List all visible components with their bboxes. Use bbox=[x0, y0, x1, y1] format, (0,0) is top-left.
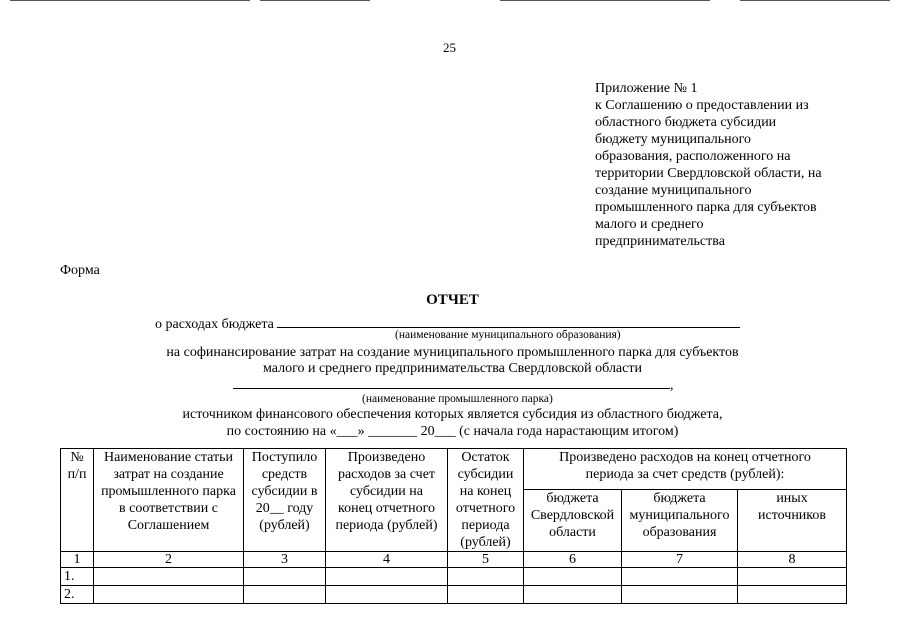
budget-prefix: о расходах бюджета bbox=[155, 317, 274, 332]
header-row-1 bbox=[61, 449, 847, 490]
column-number: 6 bbox=[524, 552, 622, 568]
park-caption: (наименование промышленного парка) bbox=[362, 393, 553, 405]
table-cell[interactable] bbox=[448, 568, 524, 586]
column-number: 3 bbox=[244, 552, 326, 568]
municipality-blank bbox=[277, 313, 740, 328]
table-cell[interactable] bbox=[738, 568, 847, 586]
table-cell[interactable] bbox=[622, 568, 738, 586]
table-row bbox=[61, 586, 847, 604]
subtitle-line-4: по состоянию на «___» _______ 20___ (с начала года нарастающим итогом) bbox=[226, 424, 679, 439]
form-label: Форма bbox=[60, 263, 100, 278]
table-cell[interactable] bbox=[326, 586, 448, 604]
top-edge-line bbox=[500, 0, 710, 1]
top-edge-line bbox=[740, 0, 890, 1]
column-number: 1 bbox=[61, 552, 94, 568]
header-municipal-budget: бюджета муниципального образования bbox=[622, 490, 738, 552]
column-number: 5 bbox=[448, 552, 524, 568]
row-number: 1. bbox=[61, 568, 94, 586]
header-subsidy-expenses: Произведено расходов за счет субсидии на конец отчетного периода (рублей) bbox=[326, 449, 448, 552]
park-name-blank bbox=[233, 374, 670, 389]
appendix-line: к Соглашению о предоставлении из bbox=[595, 98, 809, 113]
park-line-comma: , bbox=[670, 378, 674, 393]
appendix-line: предпринимательства bbox=[595, 234, 725, 249]
table-cell[interactable] bbox=[448, 586, 524, 604]
table-cell[interactable] bbox=[622, 586, 738, 604]
table-cell[interactable] bbox=[524, 568, 622, 586]
municipality-caption: (наименование муниципального образования) bbox=[395, 329, 621, 341]
table-row bbox=[61, 568, 847, 586]
header-regional-budget: бюджета Свердловской области bbox=[524, 490, 622, 552]
table-cell[interactable] bbox=[738, 586, 847, 604]
column-number: 8 bbox=[738, 552, 847, 568]
header-other-sources: иных источников bbox=[738, 490, 847, 552]
subtitle-line-1: на софинансирование затрат на создание муниципального промышленного парка для субъектов bbox=[166, 345, 739, 360]
header-subsidy-received: Поступило средств субсидии в 20__ году (рублей) bbox=[244, 449, 326, 552]
column-numbers-row bbox=[61, 552, 847, 568]
row-number: 2. bbox=[61, 586, 94, 604]
report-table bbox=[60, 448, 847, 604]
header-expense-item: Наименование статьи затрат на создание промышленного парка в соответствии с Соглашением bbox=[94, 449, 244, 552]
appendix-line: бюджету муниципального bbox=[595, 132, 752, 147]
appendix-block bbox=[595, 80, 865, 250]
column-number: 7 bbox=[622, 552, 738, 568]
table-cell[interactable] bbox=[244, 568, 326, 586]
header-subsidy-balance: Остаток субсидии на конец отчетного периода (рублей) bbox=[448, 449, 524, 552]
header-expenses-by-source: Произведено расходов на конец отчетного периода за счет средств (рублей): bbox=[524, 449, 847, 490]
subtitle-line-2: малого и среднего предпринимательства Свердловской области bbox=[263, 361, 642, 376]
appendix-line: областного бюджета субсидии bbox=[595, 115, 777, 130]
header-number: № п/п bbox=[61, 449, 94, 552]
table-cell[interactable] bbox=[326, 568, 448, 586]
page-number: 25 bbox=[443, 40, 456, 55]
column-number: 4 bbox=[326, 552, 448, 568]
top-edge-line bbox=[10, 0, 250, 1]
top-edge-line bbox=[260, 0, 370, 1]
table-cell[interactable] bbox=[244, 586, 326, 604]
table-cell[interactable] bbox=[94, 568, 244, 586]
table-cell[interactable] bbox=[524, 586, 622, 604]
appendix-line: образования, расположенного на bbox=[595, 149, 791, 164]
appendix-line: малого и среднего bbox=[595, 217, 704, 232]
appendix-line: промышленного парка для субъектов bbox=[595, 200, 817, 215]
appendix-line: территории Свердловской области, на bbox=[595, 166, 822, 181]
appendix-line: Приложение № 1 bbox=[595, 81, 698, 96]
appendix-line: создание муниципального bbox=[595, 183, 752, 198]
report-title: ОТЧЕТ bbox=[426, 292, 479, 308]
column-number: 2 bbox=[94, 552, 244, 568]
subtitle-line-3: источником финансового обеспечения которых является субсидия из областного бюджета, bbox=[182, 407, 723, 422]
table-cell[interactable] bbox=[94, 586, 244, 604]
